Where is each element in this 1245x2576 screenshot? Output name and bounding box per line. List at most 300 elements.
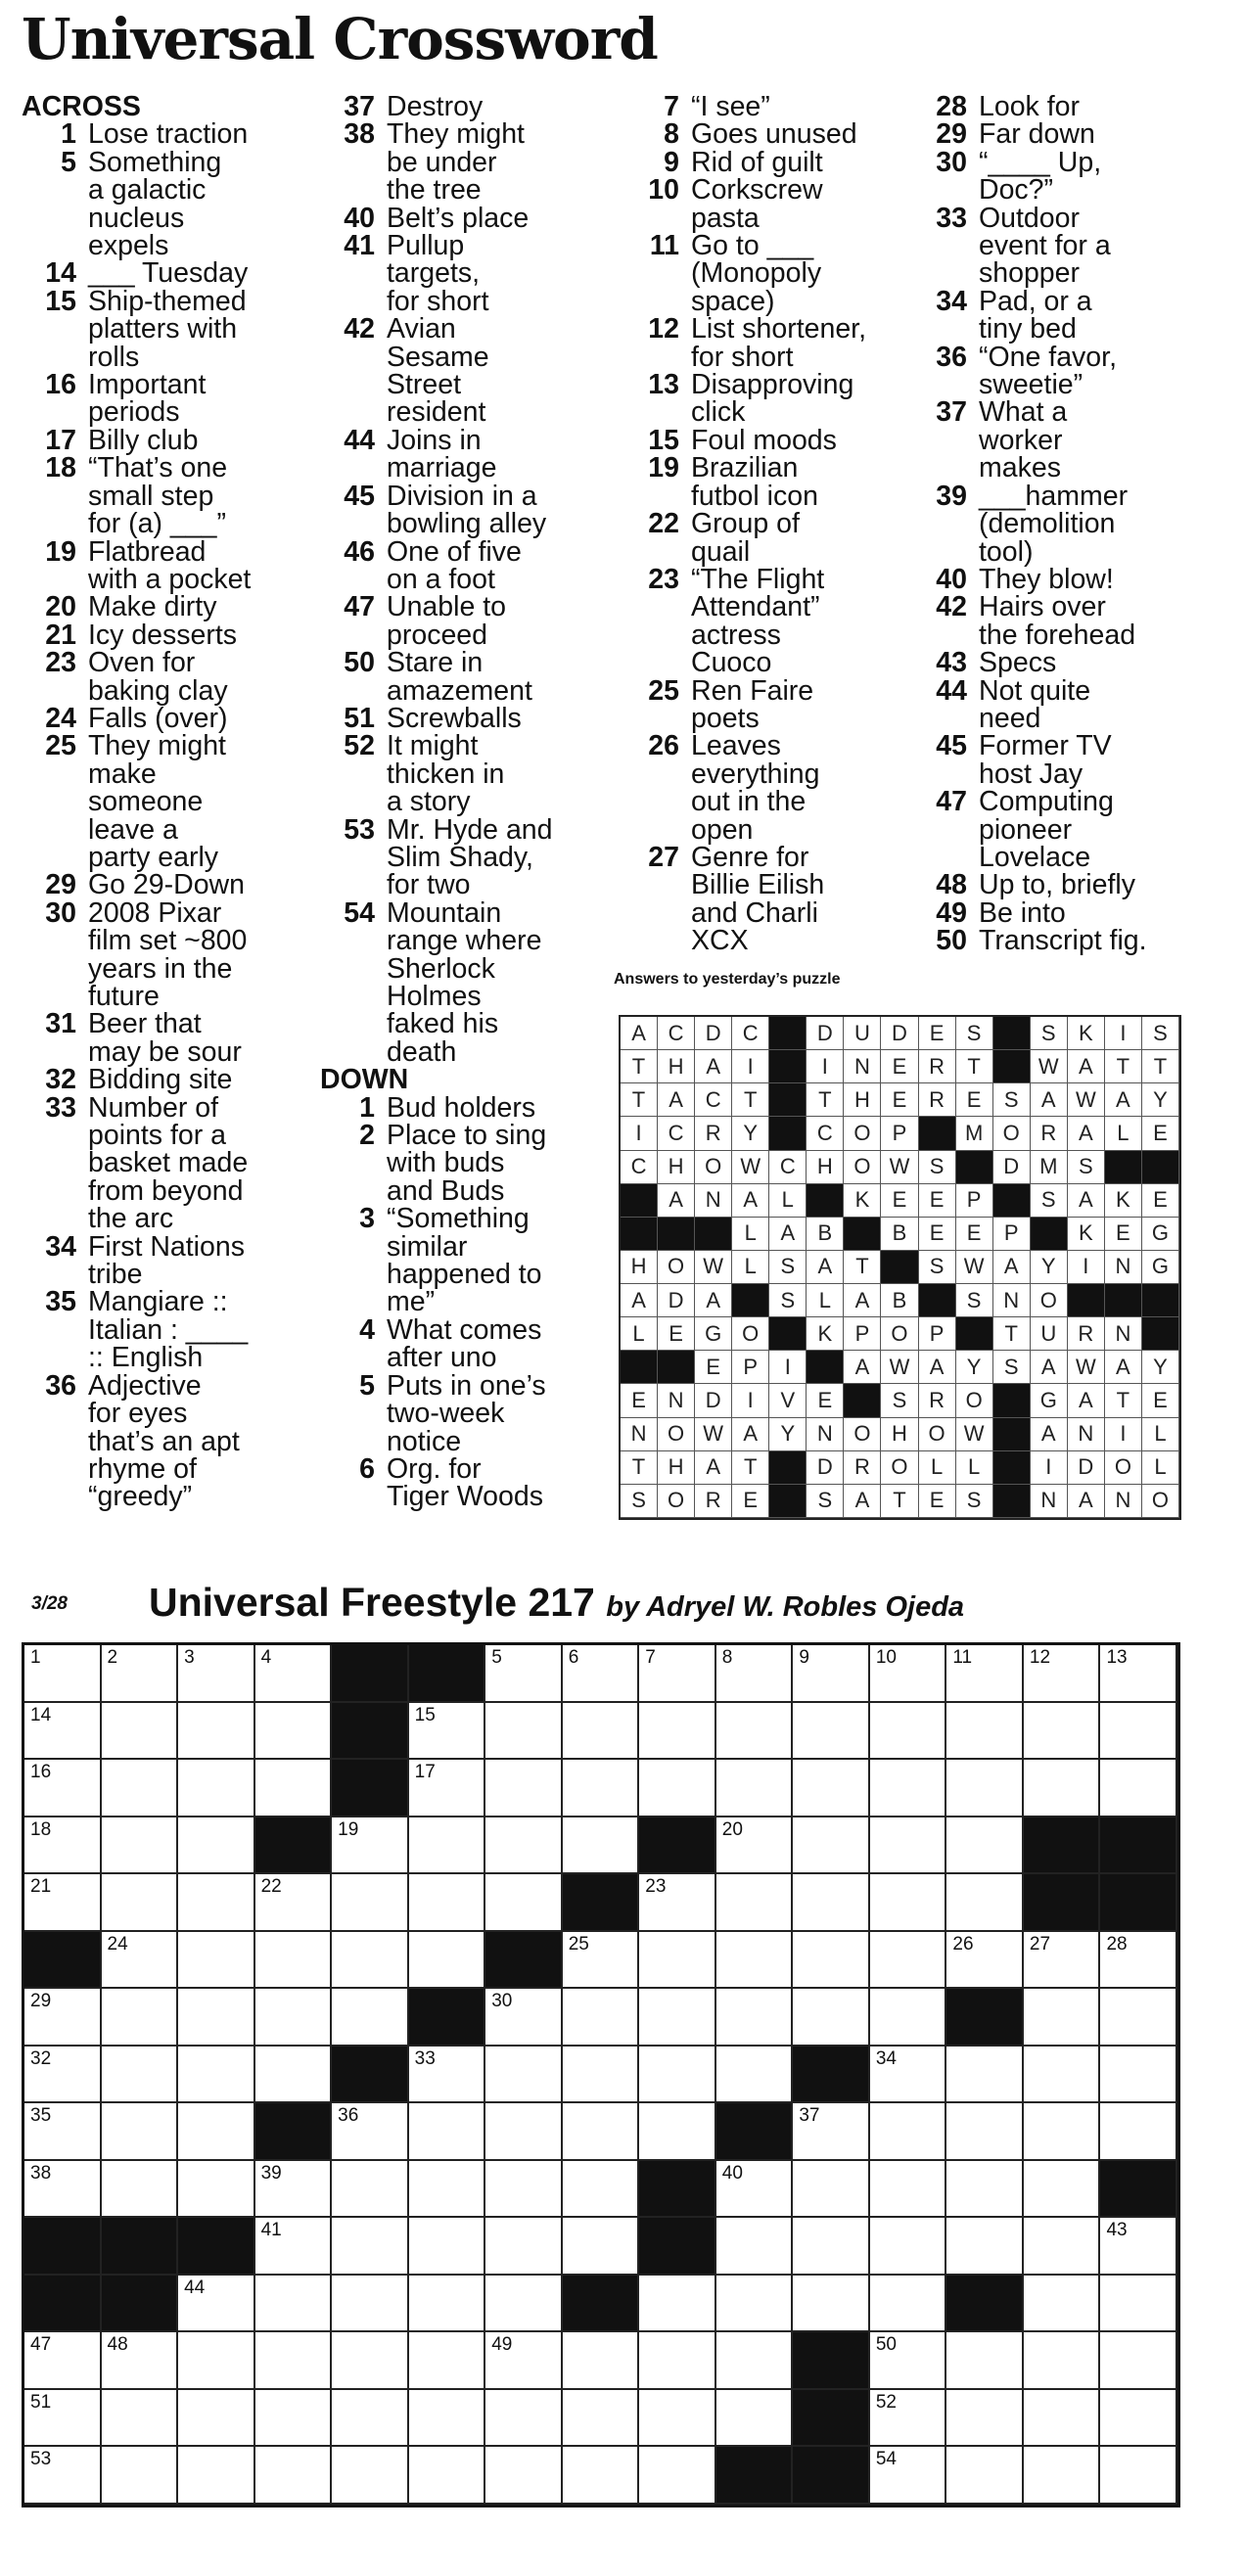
grid-cell[interactable] — [563, 2161, 640, 2219]
grid-cell[interactable] — [485, 2218, 563, 2276]
clue-text: “That’s one small step for (a) ___” — [88, 452, 228, 540]
grid-cell[interactable] — [716, 2047, 794, 2104]
grid-cell[interactable] — [178, 1760, 255, 1817]
clue-text: “The Flight Attendant” actress Cuoco — [691, 563, 825, 679]
grid-cell[interactable] — [1024, 1932, 1101, 1990]
grid-cell[interactable] — [24, 2332, 102, 2390]
grid-cell[interactable] — [255, 2218, 333, 2276]
grid-cell[interactable] — [178, 2161, 255, 2219]
grid-cell[interactable] — [870, 2161, 947, 2219]
clue-text: Mangiare :: Italian : ____ :: English — [88, 1286, 249, 1374]
grid-cell[interactable] — [716, 2218, 794, 2276]
grid-cell[interactable] — [102, 2390, 179, 2448]
answer-black-cell — [1105, 1151, 1142, 1184]
grid-cell[interactable] — [946, 2047, 1024, 2104]
answer-cell: H — [658, 1451, 695, 1485]
grid-cell[interactable] — [178, 2276, 255, 2333]
grid-cell[interactable] — [178, 1645, 255, 1703]
grid-cell[interactable] — [639, 2390, 716, 2448]
grid-cell[interactable] — [178, 1874, 255, 1932]
grid-cell[interactable] — [793, 1817, 870, 1875]
grid-cell[interactable] — [409, 2218, 486, 2276]
grid-cell[interactable] — [178, 1989, 255, 2047]
grid-cell[interactable] — [1024, 1645, 1101, 1703]
grid-cell[interactable] — [946, 1932, 1024, 1990]
grid-cell[interactable] — [793, 2218, 870, 2276]
grid-cell[interactable] — [332, 1989, 409, 2047]
clue-number: 30 — [936, 146, 967, 178]
grid-cell[interactable] — [24, 2447, 102, 2505]
answer-cell: A — [919, 1351, 956, 1384]
grid-cell[interactable] — [1024, 1703, 1101, 1761]
cell-number: 17 — [414, 1762, 436, 1783]
grid-cell[interactable] — [1100, 2218, 1177, 2276]
clue-number: 50 — [344, 647, 375, 679]
grid-cell[interactable] — [409, 2276, 486, 2333]
grid-cell[interactable] — [946, 2390, 1024, 2448]
grid-cell[interactable] — [485, 1874, 563, 1932]
grid-cell[interactable] — [24, 2103, 102, 2161]
grid-cell[interactable] — [255, 1703, 333, 1761]
answer-black-cell — [1068, 1284, 1105, 1317]
clue-text: Leaves everything out in the open — [691, 730, 820, 846]
grid-cell[interactable] — [485, 1703, 563, 1761]
grid-cell[interactable] — [102, 1760, 179, 1817]
grid-cell[interactable] — [24, 2161, 102, 2219]
grid-cell[interactable] — [716, 1645, 794, 1703]
grid-cell[interactable] — [639, 1760, 716, 1817]
grid-cell[interactable] — [409, 1703, 486, 1761]
grid-cell[interactable] — [1024, 2161, 1101, 2219]
grid-cell[interactable] — [870, 1760, 947, 1817]
grid-cell[interactable] — [102, 1817, 179, 1875]
clue-number: 23 — [648, 563, 679, 595]
grid-cell[interactable] — [24, 1989, 102, 2047]
grid-cell[interactable] — [255, 1645, 333, 1703]
grid-cell[interactable] — [870, 2447, 947, 2505]
clue — [22, 1286, 315, 1374]
grid-cell[interactable] — [946, 1760, 1024, 1817]
grid-cell[interactable] — [639, 1989, 716, 2047]
clue-text: List shortener, for short — [691, 313, 867, 373]
grid-cell[interactable] — [1100, 2447, 1177, 2505]
grid-cell[interactable] — [102, 2161, 179, 2219]
grid-cell[interactable] — [1024, 2276, 1101, 2333]
grid-cell[interactable] — [102, 2047, 179, 2104]
grid-cell[interactable] — [332, 1932, 409, 1990]
answer-cell: E — [732, 1485, 769, 1518]
grid-cell[interactable] — [870, 1932, 947, 1990]
grid-cell[interactable] — [255, 1760, 333, 1817]
grid-cell[interactable] — [563, 2218, 640, 2276]
grid-cell[interactable] — [178, 2390, 255, 2448]
grid-cell[interactable] — [716, 1932, 794, 1990]
grid-cell[interactable] — [332, 2332, 409, 2390]
grid-cell[interactable] — [255, 2047, 333, 2104]
black-square — [102, 2218, 179, 2276]
grid-cell[interactable] — [255, 2276, 333, 2333]
clue — [912, 146, 1206, 207]
grid-cell[interactable] — [485, 2103, 563, 2161]
grid-cell[interactable] — [409, 1932, 486, 1990]
grid-cell[interactable] — [563, 2047, 640, 2104]
grid-cell[interactable] — [102, 2332, 179, 2390]
answer-cell: S — [919, 1151, 956, 1184]
clue-text: “I see” — [691, 91, 770, 122]
answer-cell: R — [919, 1050, 956, 1083]
answer-cell: E — [881, 1083, 918, 1117]
grid-cell[interactable] — [409, 2390, 486, 2448]
grid-cell[interactable] — [563, 1817, 640, 1875]
answer-cell: E — [1142, 1384, 1179, 1417]
grid-cell[interactable] — [332, 1874, 409, 1932]
grid-cell[interactable] — [793, 1932, 870, 1990]
grid-cell[interactable] — [870, 2218, 947, 2276]
grid-cell[interactable] — [485, 2276, 563, 2333]
grid-cell[interactable] — [639, 1932, 716, 1990]
clue-text: Bidding site — [88, 1064, 233, 1096]
black-square — [255, 1817, 333, 1875]
grid-cell[interactable] — [255, 1932, 333, 1990]
grid-cell[interactable] — [563, 1645, 640, 1703]
grid-cell[interactable] — [716, 2390, 794, 2448]
clue-number: 5 — [61, 146, 76, 178]
answer-cell: O — [1142, 1485, 1179, 1518]
grid-cell[interactable] — [255, 2161, 333, 2219]
answer-cell: K — [1068, 1017, 1105, 1050]
clue — [624, 176, 910, 232]
grid-cell[interactable] — [946, 1874, 1024, 1932]
cell-number: 24 — [107, 1933, 128, 1955]
clue — [320, 93, 614, 120]
grid-cell[interactable] — [102, 1989, 179, 2047]
grid-cell[interactable] — [102, 2447, 179, 2505]
answer-cell: L — [769, 1184, 807, 1218]
clue-number: 19 — [45, 535, 76, 568]
grid-cell[interactable] — [255, 1989, 333, 2047]
grid-cell[interactable] — [870, 1989, 947, 2047]
grid-cell[interactable] — [870, 1874, 947, 1932]
answer-cell: E — [1105, 1218, 1142, 1251]
grid-cell[interactable] — [870, 2276, 947, 2333]
grid-cell[interactable] — [409, 2447, 486, 2505]
answer-cell: A — [695, 1284, 732, 1317]
grid-cell[interactable] — [946, 1817, 1024, 1875]
answer-cell: W — [1068, 1083, 1105, 1117]
clue-text: Falls (over) — [88, 702, 228, 734]
answer-cell: G — [695, 1317, 732, 1351]
clue-number: 14 — [45, 257, 76, 290]
grid-cell[interactable] — [716, 2161, 794, 2219]
grid-cell[interactable] — [485, 2332, 563, 2390]
grid-cell[interactable] — [639, 2276, 716, 2333]
answer-cell: Y — [1142, 1351, 1179, 1384]
grid-cell[interactable] — [1024, 2390, 1101, 2448]
grid-cell[interactable] — [332, 2103, 409, 2161]
grid-cell[interactable] — [255, 2332, 333, 2390]
grid-cell[interactable] — [1100, 1760, 1177, 1817]
grid-cell[interactable] — [485, 2047, 563, 2104]
clue-number: 27 — [648, 841, 679, 873]
grid-cell[interactable] — [870, 1817, 947, 1875]
grid-cell[interactable] — [639, 2332, 716, 2390]
answer-cell: D — [993, 1151, 1031, 1184]
cell-number: 41 — [260, 2220, 282, 2241]
grid-cell[interactable] — [332, 2276, 409, 2333]
answer-cell: V — [769, 1384, 807, 1417]
black-square — [409, 1989, 486, 2047]
answer-cell: E — [1142, 1117, 1179, 1150]
grid-cell[interactable] — [102, 1874, 179, 1932]
grid-cell[interactable] — [1100, 1989, 1177, 2047]
clue-number: 18 — [45, 452, 76, 484]
clue-text: Outdoor event for a shopper — [979, 202, 1111, 290]
grid-cell[interactable] — [563, 2332, 640, 2390]
clue — [320, 730, 614, 818]
black-square — [639, 1817, 716, 1875]
grid-cell[interactable] — [1100, 2332, 1177, 2390]
grid-cell[interactable] — [563, 2103, 640, 2161]
grid-cell[interactable] — [332, 2161, 409, 2219]
grid-cell[interactable] — [409, 2047, 486, 2104]
grid-cell[interactable] — [409, 2103, 486, 2161]
grid-cell[interactable] — [870, 2390, 947, 2448]
grid-cell[interactable] — [946, 2218, 1024, 2276]
cell-number: 7 — [645, 1647, 656, 1668]
grid-cell[interactable] — [870, 2047, 947, 2104]
grid-cell[interactable] — [102, 2103, 179, 2161]
answer-cell: U — [844, 1017, 881, 1050]
answer-cell: L — [1142, 1418, 1179, 1451]
grid-cell[interactable] — [409, 1874, 486, 1932]
grid-cell[interactable] — [485, 1817, 563, 1875]
grid-cell[interactable] — [639, 2103, 716, 2161]
grid-cell[interactable] — [485, 1760, 563, 1817]
grid-cell[interactable] — [946, 2332, 1024, 2390]
grid-cell[interactable] — [485, 1645, 563, 1703]
clue — [320, 593, 614, 649]
grid-cell[interactable] — [793, 2161, 870, 2219]
grid-cell[interactable] — [639, 1874, 716, 1932]
answer-cell: N — [1105, 1485, 1142, 1518]
answer-cell: O — [956, 1384, 993, 1417]
grid-cell[interactable] — [716, 1760, 794, 1817]
grid-cell[interactable] — [102, 1645, 179, 1703]
answer-cell: C — [621, 1151, 658, 1184]
clue — [22, 869, 315, 901]
answer-cell: T — [732, 1083, 769, 1117]
answer-cell: P — [881, 1117, 918, 1150]
grid-cell[interactable] — [793, 1645, 870, 1703]
grid-cell[interactable] — [178, 2103, 255, 2161]
black-square — [178, 2218, 255, 2276]
clue-number: 38 — [344, 118, 375, 151]
clue-text: Adjective for eyes that’s an apt rhyme of “greedy” — [88, 1369, 240, 1513]
grid-cell[interactable] — [946, 1703, 1024, 1761]
clue-number: 35 — [45, 1286, 76, 1318]
grid-cell[interactable] — [793, 1760, 870, 1817]
grid-cell[interactable] — [102, 1932, 179, 1990]
answer-cell: S — [1068, 1151, 1105, 1184]
grid-cell[interactable] — [485, 1989, 563, 2047]
grid-cell[interactable] — [870, 1703, 947, 1761]
grid-cell[interactable] — [1100, 1645, 1177, 1703]
answer-cell: I — [769, 1351, 807, 1384]
grid-cell[interactable] — [870, 2332, 947, 2390]
grid-cell[interactable] — [1024, 2047, 1101, 2104]
grid-cell[interactable] — [870, 2103, 947, 2161]
grid-cell[interactable] — [870, 1645, 947, 1703]
grid-cell[interactable] — [24, 1874, 102, 1932]
answer-cell: T — [621, 1451, 658, 1485]
answer-black-cell — [658, 1351, 695, 1384]
answer-black-cell — [769, 1050, 807, 1083]
answer-black-cell — [956, 1151, 993, 1184]
grid-cell[interactable] — [716, 1989, 794, 2047]
answer-black-cell — [993, 1184, 1031, 1218]
grid-cell[interactable] — [1100, 1703, 1177, 1761]
grid-cell[interactable] — [24, 2047, 102, 2104]
clue-text: Avian Sesame Street resident — [387, 313, 489, 429]
black-square — [716, 2447, 794, 2505]
answer-cell: E — [881, 1184, 918, 1218]
cell-number: 32 — [30, 2047, 52, 2069]
grid-cell[interactable] — [1100, 2103, 1177, 2161]
grid-cell[interactable] — [1024, 2218, 1101, 2276]
grid-cell[interactable] — [946, 1645, 1024, 1703]
clue — [320, 649, 614, 705]
clue-text: Foul moods — [691, 424, 837, 456]
cell-number: 23 — [645, 1876, 667, 1898]
grid-cell[interactable] — [716, 2276, 794, 2333]
answer-cell: A — [844, 1284, 881, 1317]
grid-cell[interactable] — [409, 1817, 486, 1875]
answer-cell: P — [844, 1317, 881, 1351]
grid-cell[interactable] — [178, 2332, 255, 2390]
grid-cell[interactable] — [178, 1817, 255, 1875]
grid-cell[interactable] — [409, 2161, 486, 2219]
grid-cell[interactable] — [793, 1703, 870, 1761]
grid-cell[interactable] — [409, 2332, 486, 2390]
answer-cell: D — [807, 1017, 844, 1050]
grid-cell[interactable] — [24, 1817, 102, 1875]
grid-cell[interactable] — [332, 2447, 409, 2505]
grid-cell[interactable] — [102, 1703, 179, 1761]
grid-cell[interactable] — [639, 2047, 716, 2104]
grid-cell[interactable] — [332, 2390, 409, 2448]
grid-cell[interactable] — [1100, 2390, 1177, 2448]
grid-cell[interactable] — [24, 1645, 102, 1703]
grid-cell[interactable] — [793, 1874, 870, 1932]
grid-cell[interactable] — [332, 1817, 409, 1875]
grid-cell[interactable] — [639, 1645, 716, 1703]
grid-cell[interactable] — [1024, 2332, 1101, 2390]
clue — [320, 232, 614, 315]
grid-cell[interactable] — [485, 2390, 563, 2448]
grid-cell[interactable] — [178, 2447, 255, 2505]
grid-cell[interactable] — [1024, 1989, 1101, 2047]
grid-cell[interactable] — [793, 2103, 870, 2161]
answer-cell: A — [658, 1184, 695, 1218]
grid-cell[interactable] — [716, 1817, 794, 1875]
grid-cell[interactable] — [563, 1989, 640, 2047]
grid-cell[interactable] — [332, 2218, 409, 2276]
answer-cell: R — [844, 1451, 881, 1485]
grid-cell[interactable] — [639, 1703, 716, 1761]
answer-cell: N — [1031, 1485, 1068, 1518]
grid-cell[interactable] — [24, 2390, 102, 2448]
cell-number: 44 — [184, 2277, 206, 2298]
black-square — [793, 2447, 870, 2505]
grid-cell[interactable] — [409, 1760, 486, 1817]
answer-cell: A — [1068, 1184, 1105, 1218]
grid-cell[interactable] — [255, 1874, 333, 1932]
answer-cell: P — [919, 1317, 956, 1351]
grid-cell[interactable] — [716, 1874, 794, 1932]
grid-cell[interactable] — [793, 2276, 870, 2333]
grid-cell[interactable] — [563, 1760, 640, 1817]
clue-number: 37 — [344, 91, 375, 122]
clue-text: Hairs over the forehead — [979, 591, 1136, 651]
grid-cell[interactable] — [639, 2447, 716, 2505]
grid-cell[interactable] — [178, 1932, 255, 1990]
grid-cell[interactable] — [1100, 2047, 1177, 2104]
grid-cell[interactable] — [255, 2390, 333, 2448]
grid-cell[interactable] — [1024, 2103, 1101, 2161]
grid-cell[interactable] — [563, 1932, 640, 1990]
clue-number: 3 — [359, 1203, 375, 1235]
clue — [912, 593, 1206, 649]
cell-number: 22 — [260, 1876, 282, 1898]
grid-cell[interactable] — [24, 1760, 102, 1817]
grid-cell[interactable] — [1100, 1932, 1177, 1990]
grid-cell[interactable] — [793, 1989, 870, 2047]
clue — [22, 899, 315, 1011]
grid-cell[interactable] — [24, 1703, 102, 1761]
grid-cell[interactable] — [178, 2047, 255, 2104]
grid-cell[interactable] — [946, 2447, 1024, 2505]
grid-cell[interactable] — [716, 2332, 794, 2390]
grid-cell[interactable] — [1024, 2447, 1101, 2505]
grid-cell[interactable] — [178, 1703, 255, 1761]
answer-cell: Y — [732, 1117, 769, 1150]
black-square — [332, 1645, 409, 1703]
clue-text: Rid of guilt — [691, 146, 823, 178]
grid-cell[interactable] — [946, 2103, 1024, 2161]
grid-cell[interactable] — [563, 2390, 640, 2448]
cell-number: 36 — [338, 2105, 359, 2127]
grid-cell[interactable] — [1100, 2276, 1177, 2333]
clue-text: “Something similar happened to me” — [387, 1203, 542, 1318]
grid-cell[interactable] — [485, 2161, 563, 2219]
grid-cell[interactable] — [485, 2447, 563, 2505]
grid-cell[interactable] — [1024, 1760, 1101, 1817]
grid-cell[interactable] — [716, 1703, 794, 1761]
clue-number: 33 — [45, 1091, 76, 1124]
answer-black-cell — [844, 1218, 881, 1251]
clue-number: 2 — [359, 1120, 375, 1152]
grid-cell[interactable] — [563, 1703, 640, 1761]
clue-number: 29 — [45, 869, 76, 901]
answer-cell: A — [807, 1251, 844, 1284]
answer-cell: C — [769, 1151, 807, 1184]
clue-text: Number of points for a basket made from beyond the arc — [88, 1091, 249, 1235]
answer-black-cell — [695, 1218, 732, 1251]
grid-cell[interactable] — [563, 2447, 640, 2505]
clue-text: Stare in amazement — [387, 647, 532, 707]
grid-cell[interactable] — [946, 2161, 1024, 2219]
grid-cell[interactable] — [255, 2447, 333, 2505]
